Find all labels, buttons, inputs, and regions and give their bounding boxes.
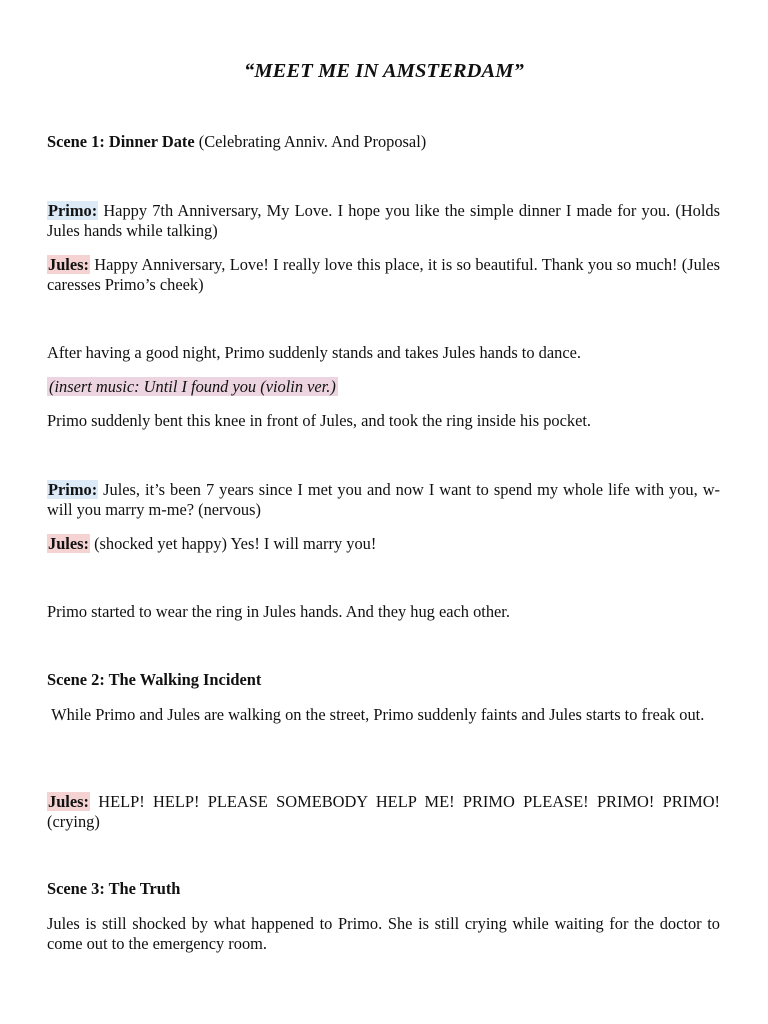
dialogue-text: Jules, it’s been 7 years since I met you and now I want to spend my whole life with you, w-will you marry m-me? (nervous) xyxy=(47,480,720,519)
narration-paragraph: Primo suddenly bent this knee in front of Jules, and took the ring inside his pocket. xyxy=(47,411,592,430)
dialogue-text: Happy 7th Anniversary, My Love. I hope you like the simple dinner I made for you. (Holds Jules hands while talking) xyxy=(47,201,720,240)
speaker-jules: Jules: xyxy=(48,792,89,811)
dialogue-text: Happy Anniversary, Love! I really love this place, it is so beautiful. Thank you so much! (Jules caresses Primo’s cheek) xyxy=(47,255,720,294)
scene-1-heading xyxy=(47,132,720,152)
dialogue-line xyxy=(47,534,720,554)
dialogue-line xyxy=(47,480,720,519)
scene-1-subtitle: (Celebrating Anniv. And Proposal) xyxy=(194,132,427,151)
narration-paragraph: After having a good night, Primo suddenly stands and takes Jules hands to dance. xyxy=(47,343,581,362)
dialogue-line xyxy=(47,792,720,831)
scene-2-heading: Scene 2: The Walking Incident xyxy=(47,670,262,689)
speaker-primo: Primo: xyxy=(48,201,98,220)
narration-paragraph: While Primo and Jules are walking on the street, Primo suddenly faints and Jules starts to freak out. xyxy=(47,705,705,724)
dialogue-line xyxy=(47,255,720,294)
speaker-jules: Jules: xyxy=(48,255,89,274)
narration-paragraph: Primo started to wear the ring in Jules hands. And they hug each other. xyxy=(47,602,510,621)
narration-paragraph: Jules is still shocked by what happened to Primo. She is still crying while waiting for the doctor to come out to the emergency room. xyxy=(47,914,720,953)
dialogue-text: HELP! HELP! PLEASE SOMEBODY HELP ME! PRIMO PLEASE! PRIMO! PRIMO! (crying) xyxy=(47,792,720,831)
scene-3-heading: Scene 3: The Truth xyxy=(47,879,181,898)
music-cue-paragraph xyxy=(47,377,720,397)
scene-1-title: Scene 1: Dinner Date xyxy=(47,132,195,151)
speaker-jules: Jules: xyxy=(48,534,89,553)
music-cue: (insert music: Until I found you (violin ver.) xyxy=(49,377,336,396)
speaker-primo: Primo: xyxy=(48,480,98,499)
script-title: “MEET ME IN AMSTERDAM” xyxy=(244,60,524,82)
dialogue-text: (shocked yet happy) Yes! I will marry you! xyxy=(89,534,377,553)
dialogue-line xyxy=(47,201,720,240)
